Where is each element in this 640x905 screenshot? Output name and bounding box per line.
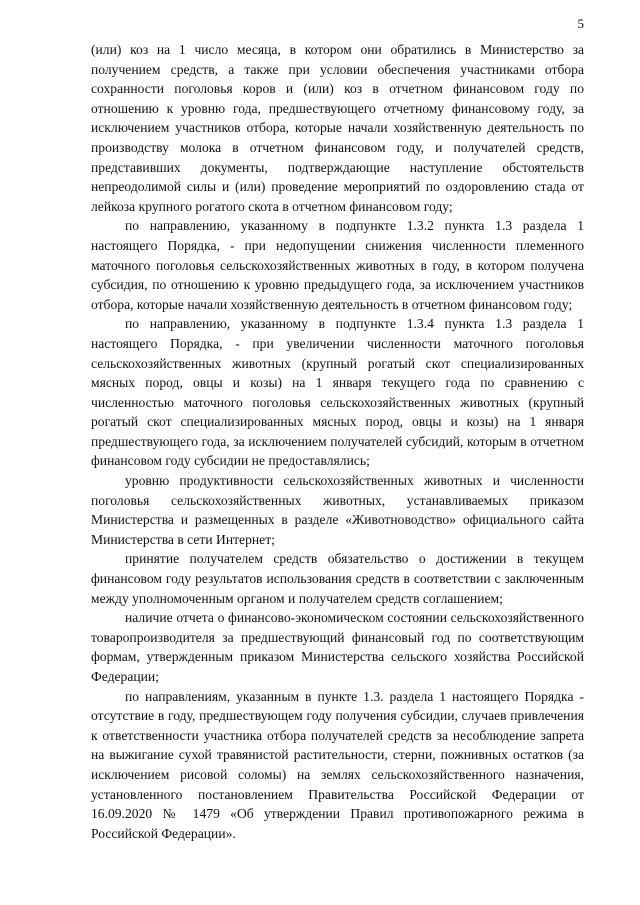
document-body — [91, 40, 584, 843]
paragraph: по направлениям, указанным в пункте 1.3. раздела 1 настоящего Порядка - отсутствие в году, предшествующем году получения субсидии, случаев привлечения к ответственности участника отбора получателей средств за несоблюдение запрета на выжигание сухой травянистой растительности, стерни, пожнивных остатков (за исключением рисовой соломы) на землях сельскохозяйственного назначения, установленного постановлением Правительства Российской Федерации от 16.09.2020 № 1479 «Об утверждении Правил противопожарного режима в Российской Федерации». — [91, 688, 584, 841]
page-number: 5 — [577, 16, 584, 31]
paragraph: принятие получателем средств обязательство о достижении в текущем финансовом году результатов использования средств в соответствии с заключенным между уполномоченным органом и получателем средств соглашением; — [91, 551, 584, 606]
paragraph: (или) коз на 1 число месяца, в котором они обратились в Министерство за получением средств, а также при условии обеспечения участниками отбора сохранности поголовья коров и (или) коз в отчетном финансовом году по отношению к уровню года, предшествующего отчетному финансовому году, за исключением участников отбора, которые начали хозяйственную деятельность по производству молока в отчетном финансовом году, и получателей средств, представивших документы, подтверждающие наступление обстоятельств непреодолимой силы и (или) проведение мероприятий по оздоровлению стада от лейкоза крупного рогатого скота в отчетном финансовом году; — [91, 42, 584, 214]
paragraph: наличие отчета о финансово-экономическом состоянии сельскохозяйственного товаропроизводителя за предшествующий финансовый год по соответствующим формам, утвержденным приказом Министерства сельского хозяйства Российской Федерации; — [91, 610, 584, 684]
paragraph: по направлению, указанному в подпункте 1.3.4 пункта 1.3 раздела 1 настоящего Порядка, - при увеличении численности маточного поголовья сельскохозяйственных животных (крупный рогатый скот специализированных мясных пород, овцы и козы) на 1 января текущего года по сравнению с численностью маточного поголовья сельскохозяйственных животных (крупный рогатый скот специализированных мясных пород, овцы и козы) на 1 января предшествующего года, за исключением получателей субсидий, которым в отчетном финансовом году субсидии не предоставлялись; — [91, 316, 584, 469]
paragraph: уровню продуктивности сельскохозяйственных животных и численности поголовья сельскохозяйственных животных, устанавливаемых приказом Министерства и размещенных в разделе «Животноводство» официального сайта Министерства в сети Интернет; — [91, 473, 584, 547]
paragraph: по направлению, указанному в подпункте 1.3.2 пункта 1.3 раздела 1 настоящего Порядка, - при недопущении снижения численности племенного маточного поголовья сельскохозяйственных животных в году, в котором получена субсидия, по отношению к уровню предыдущего года, за исключением участников отбора, которые начали хозяйственную деятельность в отчетном финансовом году; — [91, 218, 584, 312]
